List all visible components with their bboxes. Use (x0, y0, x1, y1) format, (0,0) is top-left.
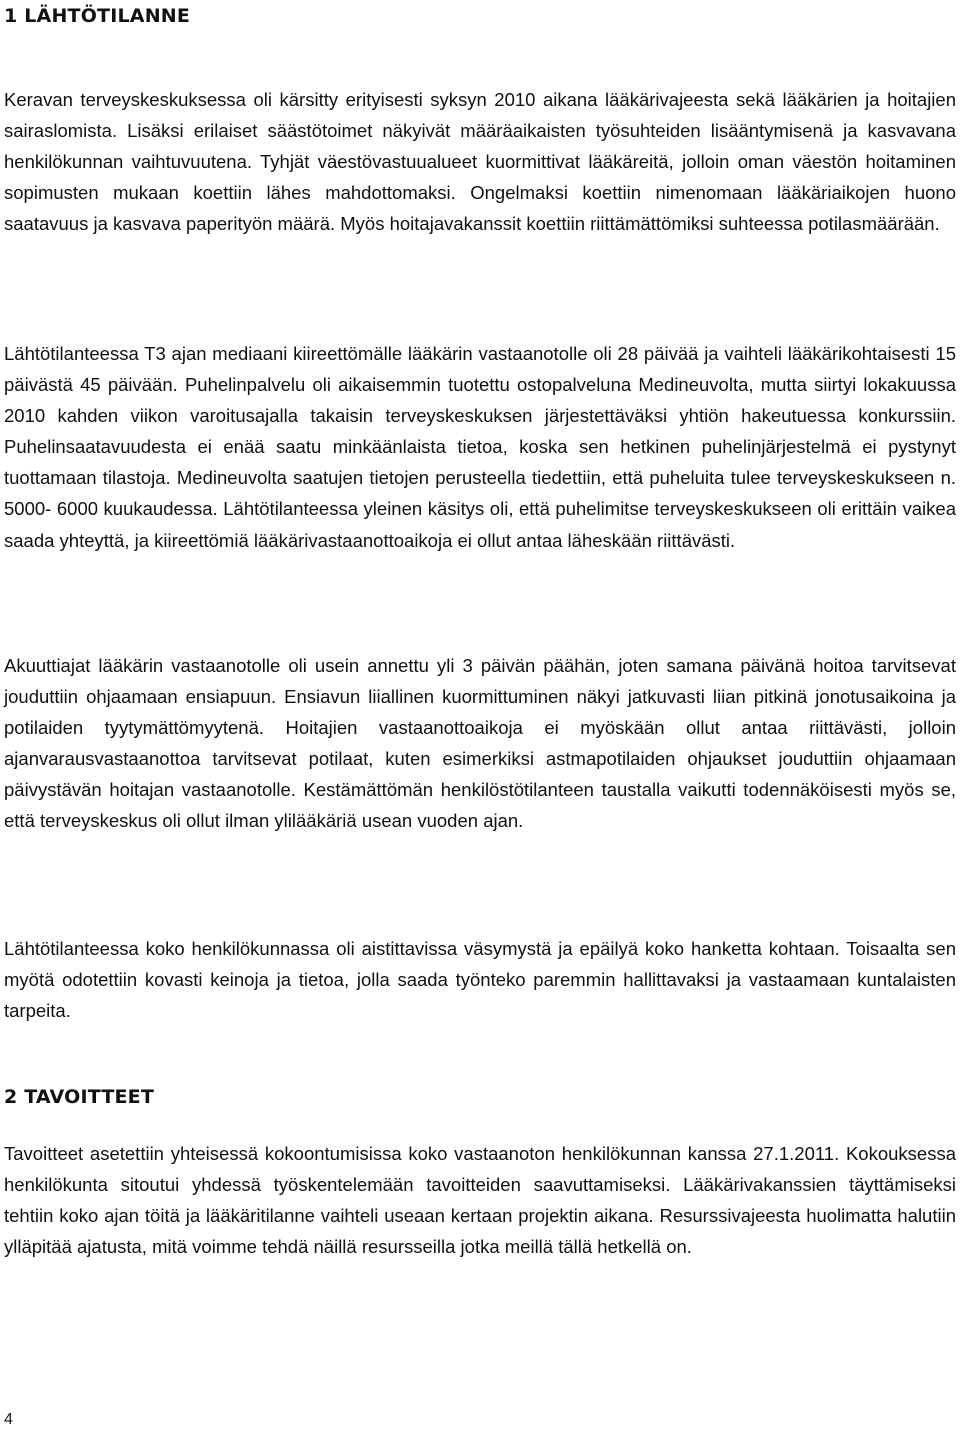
paragraph-staff-fatigue: Lähtötilanteessa koko henkilökunnassa oli aistittavissa väsymystä ja epäilyä koko hanketta kohtaan. Toisaalta sen myötä odotettiin kovasti keinoja ja tietoa, jolla saada työnteko paremmin hallittavaksi ja vastaamaan kuntalaisten tarpeita. (4, 938, 956, 1022)
section-heading-lahtotilanne: 1 LÄHTÖTILANNE (4, 5, 191, 27)
paragraph-appointment-availability: Lähtötilanteessa T3 ajan mediaani kiireettömälle lääkärin vastaanotolle oli 28 päivää ja vaihteli lääkärikohtaisesti 15 päivästä 45 päivään. Puhelinpalvelu oli aikaisemmin tuotettu ostopalveluna Medineuvolta, mutta siirtyi lokakuussa 2010 kahden viikon varoitusajalla takaisin terveyskeskuksen järjestettäväksi yhtiön hakeutuessa konkurssiin. Puhelinsaatavuudesta ei enää saatu minkäänlaista tietoa, koska sen hetkinen puhelinjärjestelmä ei pystynyt tuottamaan tilastoja. Medineuvolta saatujen tietojen perusteella tiedettiin, että puheluita tulee terveyskeskukseen n. 5000- 6000 kuukaudessa. Lähtötilanteessa yleinen käsitys oli, että puhelimitse terveyskeskukseen oli erittäin vaikea saada yhteyttä, ja kiireettömiä lääkärivastaanottoaikoja ei ollut antaa läheskään riittävästi. (4, 343, 956, 551)
paragraph-goals: Tavoitteet asetettiin yhteisessä kokoontumisissa koko vastaanoton henkilökunnan kanssa 27.1.2011. Kokouksessa henkilökunta sitoutui yhdessä työskentelemään tavoitteiden saavuttamiseksi. Lääkärivakanssien täyttämiseksi tehtiin koko ajan töitä ja lääkäritilanne vaihteli useaan kertaan projektin aikana. Resurssivajeesta huolimatta halutiin ylläpitää ajatusta, mitä voimme tehdä näillä resursseilla jotka meillä tällä hetkellä on. (4, 1143, 956, 1258)
paragraph-acute-appointments: Akuuttiajat lääkärin vastaanotolle oli usein annettu yli 3 päivän päähän, joten samana päivänä hoitoa tarvitsevat jouduttiin ohjaamaan ensiapuun. Ensiavun liiallinen kuormittuminen näkyi jatkuvasti liian pitkinä jonotusaikoina ja potilaiden tyytymättömyytenä. Hoitajien vastaanottoaikoja ei myöskään ollut antaa riittävästi, jolloin ajanvarausvastaanottoa tarvitsevat potilaat, kuten esimerkiksi astmapotilaiden ohjaukset jouduttiin ohjaamaan päivystävän hoitajan vastaanotolle. Kestämättömän henkilöstötilanteen taustalla vaikutti todennäköisesti myös se, että terveyskeskus oli ollut ilman ylilääkäriä usean vuoden ajan. (4, 655, 956, 832)
page-number: 4 (4, 1411, 13, 1428)
paragraph-staffing-shortage: Keravan terveyskeskuksessa oli kärsitty erityisesti syksyn 2010 aikana lääkärivajeesta sekä lääkärien ja hoitajien sairaslomista. Lisäksi erilaiset säästötoimet näkyivät määräaikaisten työsuhteiden lisääntymisenä ja kasvavana henkilökunnan vaihtuvuutena. Tyhjät väestövastuualueet kuormittivat lääkäreitä, jolloin oman väestön hoitaminen sopimusten mukaan koettiin lähes mahdottomaksi. Ongelmaksi koettiin nimenomaan lääkäriaikojen huono saatavuus ja kasvava paperityön määrä. Myös hoitajavakanssit koettiin riittämättömiksi suhteessa potilasmäärään. (4, 89, 956, 235)
section-heading-tavoitteet: 2 TAVOITTEET (4, 1086, 155, 1108)
